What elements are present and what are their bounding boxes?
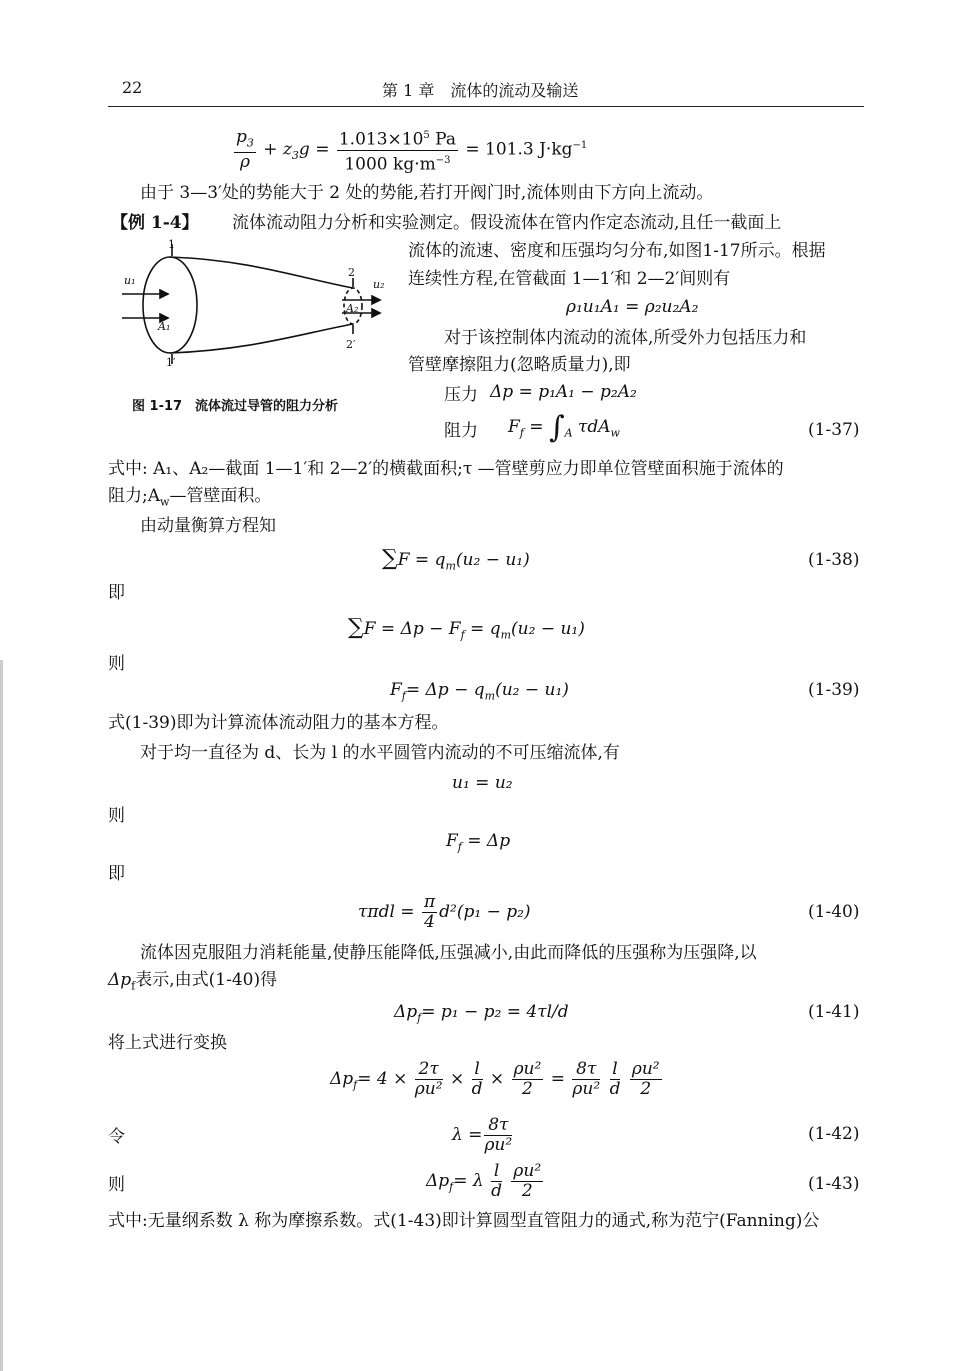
momentum-intro: 由动量衡算方程知 [140,516,276,536]
equation-1-40: τπdl = $\frac{\pi}{4}$ d²(p₁ − p₂) [358,892,531,932]
example-line-3: 连续性方程,在管截面 1—1′和 2—2′间则有 [408,269,731,289]
inlet-section-ellipse [143,257,197,353]
svg-text:1′: 1′ [166,356,176,369]
sum-equation-2: $\sum F = \Delta p - F_f = q_m(u_2 - u_1)$ [348,615,585,642]
eq-number-1-38: (1-38) [808,550,860,570]
final-line: 式中:无量纲系数 λ 称为摩擦系数。式(1-43)即计算圆型直管阻力的通式,称为范宁(Fanning)公 [108,1211,820,1231]
scan-edge [0,660,3,1371]
example-line-2: 流体的流速、密度和压强均匀分布,如图1-17所示。根据 [408,241,826,261]
resist-equation: $F_f = \int_A$ τdA$_w$ [508,410,620,445]
drop-para-line-2: $\Delta p_f$表示,由式(1-40)得 [108,970,278,993]
ji-2: 即 [108,864,125,884]
velocity-equality: u₁ = u₂ [452,773,513,793]
figure-caption: 图 1-17 流体流过导管的阻力分析 [132,399,339,414]
equation-1-39: $F_f= \Delta p - q_m(u_2 - u_1)$ [390,680,569,703]
inlet-arrow-1 [160,290,168,298]
where-line-1: 式中: A₁、A₂—截面 1—1′和 2—2′的横截面积;τ —管壁剪应力即单位管壁面积施于流体的 [108,459,784,479]
transform-intro: 将上式进行变换 [108,1033,227,1053]
svg-text:A₂: A₂ [346,302,359,315]
eq-number-1-41: (1-41) [808,1002,860,1022]
running-header: 第 1 章 流体的流动及输送 [382,81,579,100]
ji-1: 即 [108,583,125,603]
outlet-arrow-2 [372,309,380,317]
eq-number-1-39: (1-39) [808,680,860,700]
page-number: 22 [122,78,143,97]
ze-2: 则 [108,806,125,826]
uniform-pipe-para: 对于均一直径为 d、长为 l 的水平圆管内流动的不可压缩流体,有 [140,743,620,763]
eq-number-1-43: (1-43) [808,1174,860,1194]
ff-equation: $F_f = \Delta p$ [446,831,511,854]
svg-text:2: 2 [348,266,355,279]
basic-equation-note: 式(1-39)即为计算流体流动阻力的基本方程。 [108,713,449,733]
transform-equation: $\Delta p_f= 4$ × $\frac{2\tau}{\text{ρu²}}$ × $\frac{l}{d}$ × $\frac{\text{ρu²}}{2}$ = $\frac{8\tau}{\text{ρu²}}$ $\frac{l}{d}$ $\frac{\text{ρu²}}{2}$ [330,1059,660,1099]
top-equation: $\frac{p_3}{\rho}$ + $z_3g$ = $\frac{1.013\times 10^5 Pa}{1000 kg\cdot m^{-3}}$ = 101.3 $J\cdot kg^{-1}$ [236,126,588,175]
ze-3: 则 [108,1175,125,1195]
resist-label: 阻力 [444,421,478,441]
svg-text:1: 1 [168,238,175,251]
pressure-label: 压力 [444,385,478,405]
example-line-1: 流体流动阻力分析和实验测定。假设流体在管内作定态流动,且任一截面上 [232,213,782,233]
para-flow-direction: 由于 3—3′处的势能大于 2 处的势能,若打开阀门时,流体则由下方向上流动。 [140,183,714,203]
svg-text:2′: 2′ [346,338,356,351]
header-rule [108,106,864,107]
svg-text:u₁: u₁ [124,274,136,287]
example-line-4: 对于该控制体内流动的流体,所受外力包括压力和 [444,328,807,348]
equation-1-38: $\sum F = q_m(u_2 - u_1)$ [382,546,530,573]
example-line-5: 管壁摩擦阻力(忽略质量力),即 [408,355,631,375]
eq-number-1-42: (1-42) [808,1124,860,1144]
ling: 令 [108,1127,125,1147]
eq-number-1-40: (1-40) [808,902,860,922]
equation-1-42: λ = $\frac{8\tau}{\text{ρu²}}$ [452,1115,513,1155]
svg-text:A₁: A₁ [158,320,171,333]
svg-text:u₂: u₂ [373,278,385,291]
pressure-equation: Δp = p₁A₁ − p₂A₂ [490,382,637,402]
ze-1: 则 [108,654,125,674]
equation-1-43: $\Delta p_f= \lambda$ $\frac{l}{d}$ $\frac{\text{ρu²}}{2}$ [426,1161,542,1201]
eq-number-1-37: (1-37) [808,420,860,440]
where-line-2: 阻力$;A_w—$管壁面积。 [108,486,272,509]
outlet-arrow-1 [372,296,380,304]
continuity-equation: ρ₁u₁A₁ = ρ₂u₂A₂ [566,297,699,317]
drop-para-line-1: 流体因克服阻力消耗能量,使静压能降低,压强减小,由此而降低的压强称为压强降,以 [140,943,757,963]
example-label: 【例 1-4】 [111,213,199,233]
pipe-upper-wall [170,257,353,288]
pipe-lower-wall [170,324,353,353]
pipe-figure [110,238,400,373]
equation-1-41: $\Delta p_f= p_1 - p_2 = 4\tau l/d$ [394,1002,569,1025]
